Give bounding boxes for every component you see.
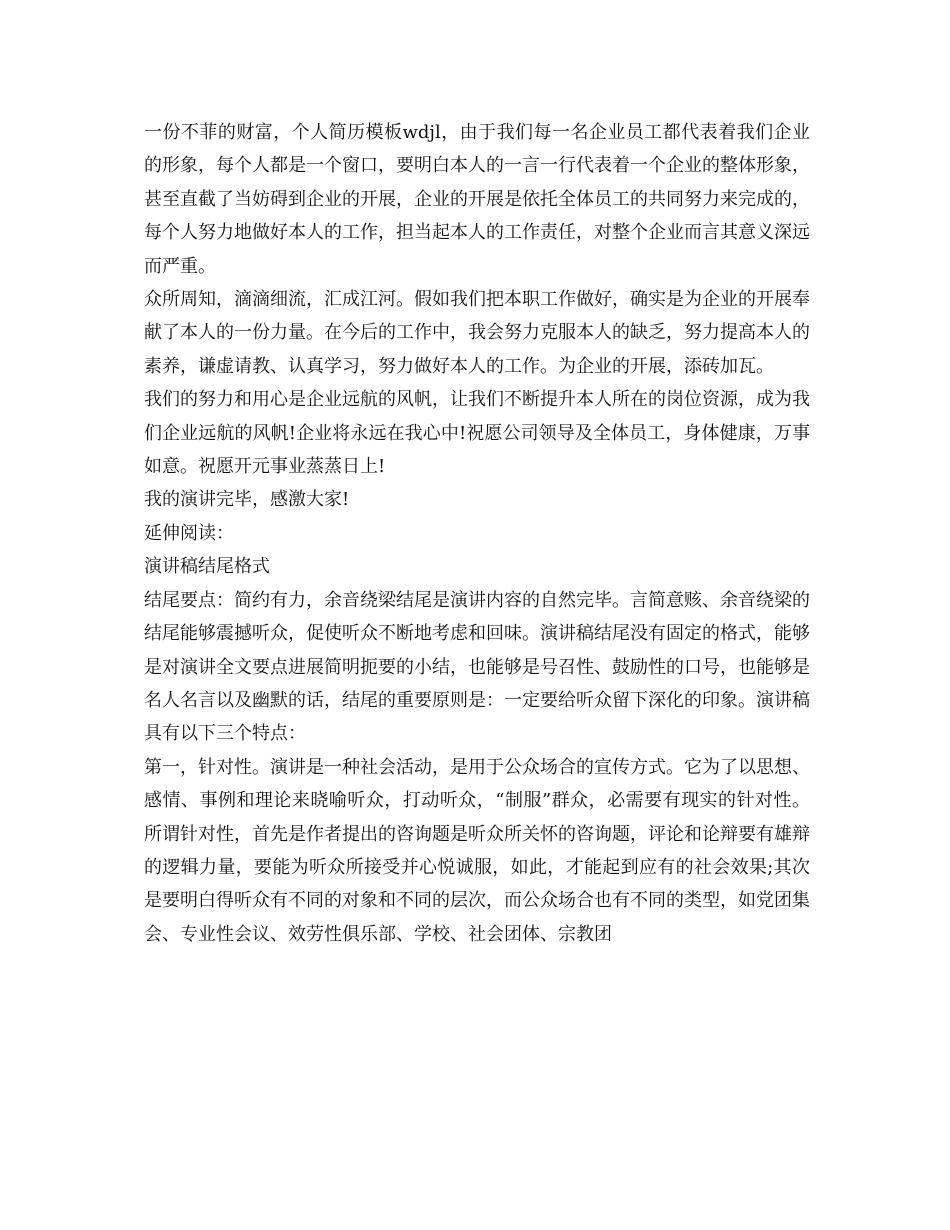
section-heading: 演讲稿结尾格式 bbox=[144, 556, 270, 578]
paragraph-8: 第一，针对性。演讲是一种社会活动，是用于公众场合的宣传方式。它为了以思想、感情、事例和理论来晓喻听众，打动听众，“制服”群众，必需要有现实的针对性。所谓针对性，首先是作者提出的咨询题是听众所关怀的咨询题，评论和论辩要有雄辩的逻辑力量，要能为听众所接受并心悦诚服，如此，才能起到应有的社会效果;其次是要明白得听众有不同的对象和不同的层次，而公众场合也有不同的类型，如党团集会、专业性会议、效劳性俱乐部、学校、社会团体、宗教团 bbox=[144, 756, 810, 945]
paragraph-4: 我的演讲完毕，感激大家! bbox=[144, 489, 350, 511]
paragraph-3: 我们的努力和用心是企业远航的风帆，让我们不断提升本人所在的岗位资源，成为我们企业远航的风帆!企业将永远在我心中!祝愿公司领导及全体员工，身体健康，万事如意。祝愿开元事业蒸蒸日上! bbox=[144, 389, 810, 478]
paragraph-2: 众所周知，滴滴细流，汇成江河。假如我们把本职工作做好，确实是为企业的开展奉献了本人的一份力量。在今后的工作中，我会努力克服本人的缺乏，努力提高本人的素养，谦虚请教、认真学习，努力做好本人的工作。为企业的开展，添砖加瓦。 bbox=[144, 289, 810, 377]
paragraph-1: 一份不菲的财富，个人简历模板wdjl，由于我们每一名企业员工都代表着我们企业的形象，每个人都是一个窗口，要明白本人的一言一行代表着一个企业的整体形象，甚至直截了当妨碍到企业的开展，企业的开展是依托全体员工的共同努力来完成的，每个人努力地做好本人的工作，担当起本人的工作责任，对整个企业而言其意义深远而严重。 bbox=[144, 122, 810, 277]
paragraph-5: 延伸阅读： bbox=[144, 522, 234, 544]
document-page bbox=[144, 116, 810, 951]
paragraph-7: 结尾要点：简约有力，余音绕梁结尾是演讲内容的自然完毕。言简意赅、余音绕梁的结尾能够震撼听众，促使听众不断地考虑和回味。演讲稿结尾没有固定的格式，能够是对演讲全文要点进展简明扼要的小结，也能够是号召性、鼓励性的口号，也能够是名人名言以及幽默的话，结尾的重要原则是：一定要给听众留下深化的印象。演讲稿具有以下三个特点： bbox=[144, 589, 810, 745]
